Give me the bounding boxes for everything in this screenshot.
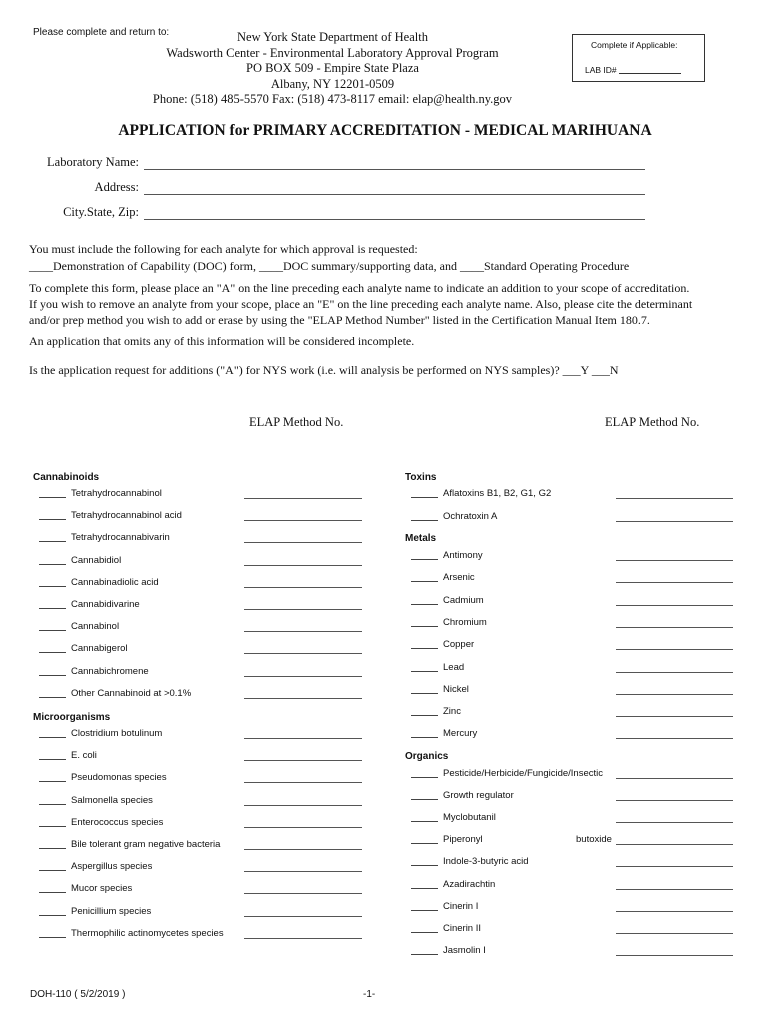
analyte-mark-field[interactable] bbox=[39, 652, 66, 653]
elap-method-field[interactable] bbox=[616, 889, 733, 890]
analyte-mark-field[interactable] bbox=[39, 915, 66, 916]
analyte-mark-field[interactable] bbox=[411, 821, 438, 822]
analyte-row bbox=[411, 945, 486, 959]
analyte-row bbox=[39, 750, 97, 764]
analyte-penicillium-species: Penicillium species bbox=[71, 906, 152, 917]
analyte-mark-field[interactable] bbox=[411, 497, 438, 498]
elap-method-header-left: ELAP Method No. bbox=[249, 415, 344, 429]
city-zip: Albany, NY 12201-0509 bbox=[270, 76, 395, 91]
analyte-row bbox=[411, 550, 483, 564]
elap-method-field[interactable] bbox=[244, 871, 362, 872]
toxins-heading: Toxins bbox=[405, 472, 437, 483]
elap-method-field[interactable] bbox=[616, 627, 733, 628]
analyte-tetrahydrocannabinol-acid: Tetrahydrocannabinol acid bbox=[71, 510, 182, 521]
elap-method-field[interactable] bbox=[616, 844, 733, 845]
analyte-row bbox=[39, 666, 149, 680]
analyte-mark-field[interactable] bbox=[39, 697, 66, 698]
analyte-ochratoxin-a: Ochratoxin A bbox=[443, 511, 498, 522]
analyte-pesticide-herbicide-fungicide-insectic: Pesticide/Herbicide/Fungicide/Insectic bbox=[443, 768, 603, 779]
program-name: Wadsworth Center - Environmental Laboratory Approval Program bbox=[166, 45, 499, 60]
elap-method-field[interactable] bbox=[244, 587, 362, 588]
elap-method-field[interactable] bbox=[244, 849, 362, 850]
lab-box-label: Complete if Applicable: bbox=[591, 40, 678, 50]
analyte-mark-field[interactable] bbox=[39, 870, 66, 871]
analyte-e-coli: E. coli bbox=[71, 750, 97, 761]
analyte-mark-field[interactable] bbox=[411, 559, 438, 560]
analyte-mark-field[interactable] bbox=[39, 759, 66, 760]
nys-work-question: Is the application request for additions ("A") for NYS work (i.e. will analysis be performed on NYS samples)? ___Y ___N bbox=[29, 363, 619, 377]
analyte-tetrahydrocannabinol: Tetrahydrocannabinol bbox=[71, 488, 162, 499]
analyte-cinerin-ii: Cinerin II bbox=[443, 923, 482, 934]
analyte-row bbox=[411, 879, 495, 893]
analyte-row bbox=[39, 817, 163, 831]
analyte-aflatoxins-b1-b2-g1-g2: Aflatoxins B1, B2, G1, G2 bbox=[443, 488, 552, 499]
incomplete-notice: An application that omits any of this information will be considered incomplete. bbox=[29, 334, 415, 348]
instructions-line-3: and/or prep method you wish to add or erase by using the "ELAP Method Number" listed in the Certification Manual Item 180.7. bbox=[29, 313, 650, 327]
analyte-row bbox=[39, 839, 220, 853]
analyte-arsenic: Arsenic bbox=[443, 572, 475, 583]
elap-method-field[interactable] bbox=[616, 822, 733, 823]
analyte-mark-field[interactable] bbox=[39, 497, 66, 498]
analyte-row bbox=[411, 684, 469, 698]
analyte-row bbox=[39, 883, 132, 897]
analyte-row bbox=[411, 812, 496, 826]
requirements-intro: You must include the following for each analyte for which approval is requested: bbox=[29, 242, 418, 256]
analyte-row bbox=[39, 510, 182, 524]
analyte-lead: Lead bbox=[443, 662, 465, 673]
analyte-row bbox=[411, 856, 529, 870]
lab-name-field[interactable] bbox=[144, 169, 645, 170]
elap-method-field[interactable] bbox=[244, 631, 362, 632]
analyte-mark-field[interactable] bbox=[39, 586, 66, 587]
lab-id-field[interactable] bbox=[619, 73, 681, 74]
elap-method-field[interactable] bbox=[616, 911, 733, 912]
analyte-row bbox=[411, 768, 603, 782]
analyte-row bbox=[39, 643, 128, 657]
analyte-mark-field[interactable] bbox=[411, 865, 438, 866]
elap-method-field[interactable] bbox=[616, 605, 733, 606]
analyte-clostridium-botulinum: Clostridium botulinum bbox=[71, 728, 163, 739]
analyte-row bbox=[39, 599, 140, 613]
piperonyl-suffix: butoxide bbox=[576, 834, 612, 845]
organics-heading: Organics bbox=[405, 751, 449, 762]
analyte-mark-field[interactable] bbox=[39, 675, 66, 676]
analyte-row bbox=[411, 511, 497, 525]
elap-method-field[interactable] bbox=[244, 893, 362, 894]
metals-heading: Metals bbox=[405, 533, 437, 544]
analyte-mark-field[interactable] bbox=[411, 581, 438, 582]
analyte-cannabichromene: Cannabichromene bbox=[71, 666, 149, 677]
analyte-mark-field[interactable] bbox=[39, 781, 66, 782]
elap-method-field[interactable] bbox=[244, 738, 362, 739]
analyte-mark-field[interactable] bbox=[39, 737, 66, 738]
analyte-row bbox=[39, 906, 151, 920]
elap-method-field[interactable] bbox=[244, 760, 362, 761]
city-state-zip-field[interactable] bbox=[144, 219, 645, 220]
analyte-row bbox=[411, 595, 484, 609]
po-box: PO BOX 509 - Empire State Plaza bbox=[246, 61, 419, 75]
elap-method-field[interactable] bbox=[616, 800, 733, 801]
address-label: Address: bbox=[94, 180, 139, 194]
analyte-mark-field[interactable] bbox=[39, 826, 66, 827]
analyte-row bbox=[411, 488, 551, 502]
analyte-mark-field[interactable] bbox=[39, 937, 66, 938]
elap-method-header-right: ELAP Method No. bbox=[605, 415, 700, 429]
analyte-mark-field[interactable] bbox=[411, 520, 438, 521]
analyte-mark-field[interactable] bbox=[411, 799, 438, 800]
city-state-zip-label: City.State, Zip: bbox=[63, 205, 139, 219]
microorganisms-heading: Microorganisms bbox=[33, 712, 111, 723]
analyte-other-cannabinoid-at-0-1: Other Cannabinoid at >0.1% bbox=[71, 688, 192, 699]
analyte-row bbox=[411, 728, 477, 742]
analyte-tetrahydrocannabivarin: Tetrahydrocannabivarin bbox=[71, 532, 170, 543]
analyte-row bbox=[39, 928, 224, 942]
elap-method-field[interactable] bbox=[244, 498, 362, 499]
analyte-row bbox=[411, 639, 474, 653]
analyte-row bbox=[411, 617, 487, 631]
analyte-row bbox=[39, 621, 119, 635]
elap-method-field[interactable] bbox=[244, 805, 362, 806]
analyte-row bbox=[411, 901, 478, 915]
elap-method-field[interactable] bbox=[244, 653, 362, 654]
analyte-thermophilic-actinomycetes-species: Thermophilic actinomycetes species bbox=[71, 928, 224, 939]
analyte-row bbox=[411, 662, 464, 676]
analyte-row bbox=[39, 488, 162, 502]
analyte-mark-field[interactable] bbox=[411, 910, 438, 911]
agency-address-block bbox=[0, 30, 665, 108]
analyte-mark-field[interactable] bbox=[411, 954, 438, 955]
analyte-zinc: Zinc bbox=[443, 706, 461, 717]
analyte-row bbox=[39, 795, 153, 809]
elap-method-field[interactable] bbox=[616, 521, 733, 522]
analyte-mark-field[interactable] bbox=[411, 843, 438, 844]
analyte-mark-field[interactable] bbox=[39, 519, 66, 520]
analyte-piperonyl: Piperonyl bbox=[443, 834, 483, 845]
elap-method-field[interactable] bbox=[244, 782, 362, 783]
analyte-cannabigerol: Cannabigerol bbox=[71, 643, 128, 654]
analyte-mark-field[interactable] bbox=[411, 648, 438, 649]
analyte-row bbox=[39, 577, 159, 591]
analyte-mark-field[interactable] bbox=[39, 630, 66, 631]
analyte-copper: Copper bbox=[443, 639, 475, 650]
analyte-cannabinol: Cannabinol bbox=[71, 621, 120, 632]
cannabinoids-heading: Cannabinoids bbox=[33, 472, 100, 483]
elap-method-field[interactable] bbox=[616, 649, 733, 650]
analyte-cannabinadiolic-acid: Cannabinadiolic acid bbox=[71, 577, 159, 588]
lab-id-row bbox=[585, 65, 681, 75]
analyte-enterococcus-species: Enterococcus species bbox=[71, 817, 164, 828]
elap-method-field[interactable] bbox=[244, 609, 362, 610]
analyte-mercury: Mercury bbox=[443, 728, 478, 739]
elap-method-field[interactable] bbox=[616, 716, 733, 717]
analyte-antimony: Antimony bbox=[443, 550, 483, 561]
instructions-line-2: If you wish to remove an analyte from your scope, place an "E" on the line preceding each analyte name. Also, please cite the determinant bbox=[29, 297, 693, 311]
elap-method-field[interactable] bbox=[244, 520, 362, 521]
analyte-mark-field[interactable] bbox=[39, 804, 66, 805]
elap-method-field[interactable] bbox=[616, 738, 733, 739]
analyte-pseudomonas-species: Pseudomonas species bbox=[71, 772, 167, 783]
analyte-mark-field[interactable] bbox=[39, 848, 66, 849]
analyte-myclobutanil: Myclobutanil bbox=[443, 812, 496, 823]
elap-method-field[interactable] bbox=[616, 582, 733, 583]
analyte-nickel: Nickel bbox=[443, 684, 469, 695]
form-title: APPLICATION for PRIMARY ACCREDITATION - MEDICAL MARIHUANA bbox=[118, 122, 652, 139]
analyte-mark-field[interactable] bbox=[39, 608, 66, 609]
lab-name-label: Laboratory Name: bbox=[47, 155, 139, 169]
instructions-line-1: To complete this form, please place an "A" on the line preceding each analyte name to indicate an addition to your scope of accreditation. bbox=[29, 281, 690, 295]
analyte-mark-field[interactable] bbox=[39, 564, 66, 565]
elap-method-field[interactable] bbox=[616, 866, 733, 867]
analyte-azadirachtin: Azadirachtin bbox=[443, 879, 496, 890]
lab-id-label: LAB ID# bbox=[585, 65, 617, 75]
analyte-row bbox=[411, 834, 483, 848]
analyte-salmonella-species: Salmonella species bbox=[71, 795, 153, 806]
analyte-cannabidiol: Cannabidiol bbox=[71, 555, 122, 566]
elap-method-field[interactable] bbox=[244, 565, 362, 566]
address-field[interactable] bbox=[144, 194, 645, 195]
analyte-bile-tolerant-gram-negative-bacteria: Bile tolerant gram negative bacteria bbox=[71, 839, 221, 850]
analyte-aspergillus-species: Aspergillus species bbox=[71, 861, 153, 872]
analyte-jasmolin-i: Jasmolin I bbox=[443, 945, 486, 956]
analyte-chromium: Chromium bbox=[443, 617, 487, 628]
elap-method-field[interactable] bbox=[244, 916, 362, 917]
elap-method-field[interactable] bbox=[616, 498, 733, 499]
analyte-cannabidivarine: Cannabidivarine bbox=[71, 599, 140, 610]
elap-method-field[interactable] bbox=[244, 676, 362, 677]
requirements-list: ____Demonstration of Capability (DOC) form, ____DOC summary/supporting data, and ____Standard Operating Procedure bbox=[29, 259, 630, 273]
analyte-indole-3-butyric-acid: Indole-3-butyric acid bbox=[443, 856, 529, 867]
analyte-mark-field[interactable] bbox=[411, 626, 438, 627]
analyte-mark-field[interactable] bbox=[39, 541, 66, 542]
elap-method-field[interactable] bbox=[616, 694, 733, 695]
agency-name: New York State Department of Health bbox=[237, 30, 428, 44]
analyte-mark-field[interactable] bbox=[411, 888, 438, 889]
analyte-mark-field[interactable] bbox=[411, 932, 438, 933]
analyte-row bbox=[411, 706, 461, 720]
analyte-mark-field[interactable] bbox=[411, 604, 438, 605]
elap-method-field[interactable] bbox=[616, 933, 733, 934]
elap-method-field[interactable] bbox=[616, 560, 733, 561]
elap-method-field[interactable] bbox=[244, 698, 362, 699]
analyte-mark-field[interactable] bbox=[411, 693, 438, 694]
analyte-mark-field[interactable] bbox=[411, 671, 438, 672]
elap-method-field[interactable] bbox=[244, 827, 362, 828]
page-number: -1- bbox=[363, 989, 376, 1000]
analyte-mark-field[interactable] bbox=[411, 777, 438, 778]
analyte-mark-field[interactable] bbox=[39, 892, 66, 893]
analyte-row bbox=[411, 572, 475, 586]
analyte-row bbox=[39, 688, 191, 702]
analyte-growth-regulator: Growth regulator bbox=[443, 790, 514, 801]
analyte-row bbox=[411, 790, 514, 804]
elap-method-field[interactable] bbox=[616, 778, 733, 779]
contact-line: Phone: (518) 485-5570 Fax: (518) 473-8117 email: elap@health.ny.gov bbox=[152, 92, 513, 106]
lab-id-box bbox=[572, 34, 705, 82]
analyte-row bbox=[411, 923, 481, 937]
analyte-mark-field[interactable] bbox=[411, 737, 438, 738]
analyte-mucor-species: Mucor species bbox=[71, 883, 133, 894]
analyte-row bbox=[39, 772, 167, 786]
analyte-row bbox=[39, 555, 121, 569]
elap-method-field[interactable] bbox=[244, 938, 362, 939]
analyte-cadmium: Cadmium bbox=[443, 595, 484, 606]
analyte-row bbox=[39, 532, 170, 546]
return-instruction: Please complete and return to: bbox=[33, 27, 170, 38]
analyte-row bbox=[39, 861, 152, 875]
analyte-cinerin-i: Cinerin I bbox=[443, 901, 479, 912]
analyte-row bbox=[39, 728, 162, 742]
elap-method-field[interactable] bbox=[616, 672, 733, 673]
analyte-mark-field[interactable] bbox=[411, 715, 438, 716]
elap-method-field[interactable] bbox=[616, 955, 733, 956]
form-number: DOH-110 ( 5/2/2019 ) bbox=[30, 989, 126, 1000]
elap-method-field[interactable] bbox=[244, 542, 362, 543]
